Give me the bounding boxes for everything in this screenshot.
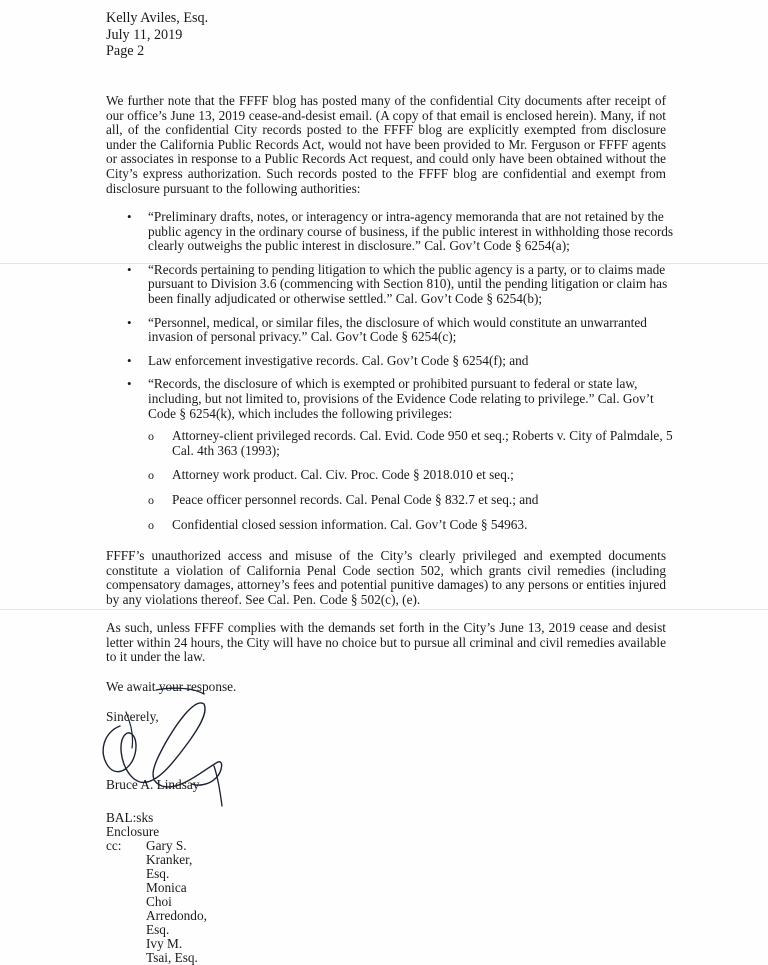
page-fold-line (0, 609, 768, 610)
authority-item: • “Records, the disclosure of which is exempted or prohibited pursuant to federal or state law, including, but not limited to, provisions of the Evidence Code relating to privilege.” Cal. Gov’t Code § 6254(k), which includes the following privileges: o Attorney-client privileged records. Cal. Evid. Code 950 et seq.; Roberts v. City of Palmdale, 5 Cal. 4th 363 (1993); o Attorney work product. Cal. Civ. Proc. Code § 2018.010 et seq.; o Peace officer personnel records. Cal. Penal Code § 832.7 et seq.; and o Confidential closed session information. Cal. Gov’t Code § 54963. (127, 376, 673, 532)
cc-recipient: Monica Choi Arredondo, Esq. (146, 880, 207, 937)
await-response: We await your response. (106, 679, 237, 694)
bullet-icon: • (127, 314, 132, 330)
sincerely: Sincerely, (106, 709, 159, 724)
authorities-list (106, 210, 674, 542)
bullet-icon: • (127, 352, 132, 368)
cc-recipient: Ivy M. Tsai, Esq. (146, 936, 198, 965)
demand-paragraph: As such, unless FFFF complies with the demands set forth in the City’s June 13, 2019 cease and desist letter within 24 hours, the City will have no choice but to pursue all criminal and civil remedies available to it under the law. (106, 620, 666, 665)
privilege-item: o Peace officer personnel records. Cal. Penal Code § 832.7 et seq.; and (148, 491, 539, 507)
signer-name: Bruce A. Lindsay (106, 777, 200, 792)
page-number: Page 2 (106, 43, 145, 60)
authority-item: • Law enforcement investigative records. Cal. Gov’t Code § 6254(f); and (127, 352, 529, 368)
privilege-item: o Confidential closed session information. Cal. Gov’t Code § 54963. (148, 516, 528, 532)
cc-recipient: Gary S. Kranker, Esq. (146, 838, 193, 881)
cc-label: cc: (106, 838, 122, 853)
circle-bullet-icon: o (148, 492, 154, 507)
privilege-item: o Attorney-client privileged records. Cal. Evid. Code 950 et seq.; Roberts v. City of Palmdale, 5 Cal. 4th 363 (1993); (148, 428, 673, 458)
authority-item: • “Records pertaining to pending litigation to which the public agency is a party, or to claims made pursuant to Division 3.6 (commencing with Section 810), until the pending litigation or claim has been finally adjudicated or otherwise settled.” Cal. Gov’t Code § 6254(b); (127, 261, 668, 306)
violation-paragraph: FFFF’s unauthorized access and misuse of the City’s clearly privileged and exempted documents constitute a violation of California Penal Code section 502, which grants civil remedies (including compensatory damages, attorney’s fees and potential punitive damages) to any persons or entities injured by any violations thereof. See Cal. Pen. Code § 502(c), (e). (106, 548, 666, 607)
circle-bullet-icon: o (148, 429, 154, 444)
circle-bullet-icon: o (148, 517, 154, 532)
bullet-icon: • (127, 209, 132, 224)
addressee: Kelly Aviles, Esq. (106, 10, 209, 26)
privileges-list (148, 429, 674, 532)
cc-block (106, 810, 207, 965)
circle-bullet-icon: o (148, 468, 154, 483)
enclosure-label: Enclosure (106, 824, 160, 839)
cc-list (146, 839, 207, 965)
intro-paragraph: We further note that the FFFF blog has posted many of the confidential City documents after receipt of our office’s June 13, 2019 cease-and-desist email. (A copy of that email is enclosed herein). Many, if not all, of the confidential City records posted to the FFFF blog are explicitly exempted from disclosure under the California Public Records Act, would not have been provided to Mr. Ferguson or FFFF agents or associates in response to a Public Records Act request, and could only have been obtained without the City’s express authorization. Such records posted to the FFFF blog are confidential and exempt from disclosure pursuant to the following authorities: (106, 93, 666, 196)
authority-item: • “Personnel, medical, or similar files, the disclosure of which would constitute an unwarranted invasion of personal privacy.” Cal. Gov’t Code § 6254(c); (127, 314, 647, 345)
bullet-icon: • (127, 376, 132, 392)
letter-date: July 11, 2019 (106, 26, 183, 43)
bullet-icon: • (127, 261, 132, 277)
letter-header (106, 10, 208, 60)
privilege-item: o Attorney work product. Cal. Civ. Proc. Code § 2018.010 et seq.; (148, 467, 514, 483)
initials: BAL:sks (106, 810, 154, 825)
authority-item: • “Preliminary drafts, notes, or interagency or intra-agency memoranda that are not retained by the public agency in the ordinary course of business, if the public interest in withholding those records clearly outweighs the public interest in disclosure.” Cal. Gov’t Code § 6254(a); (127, 209, 674, 254)
